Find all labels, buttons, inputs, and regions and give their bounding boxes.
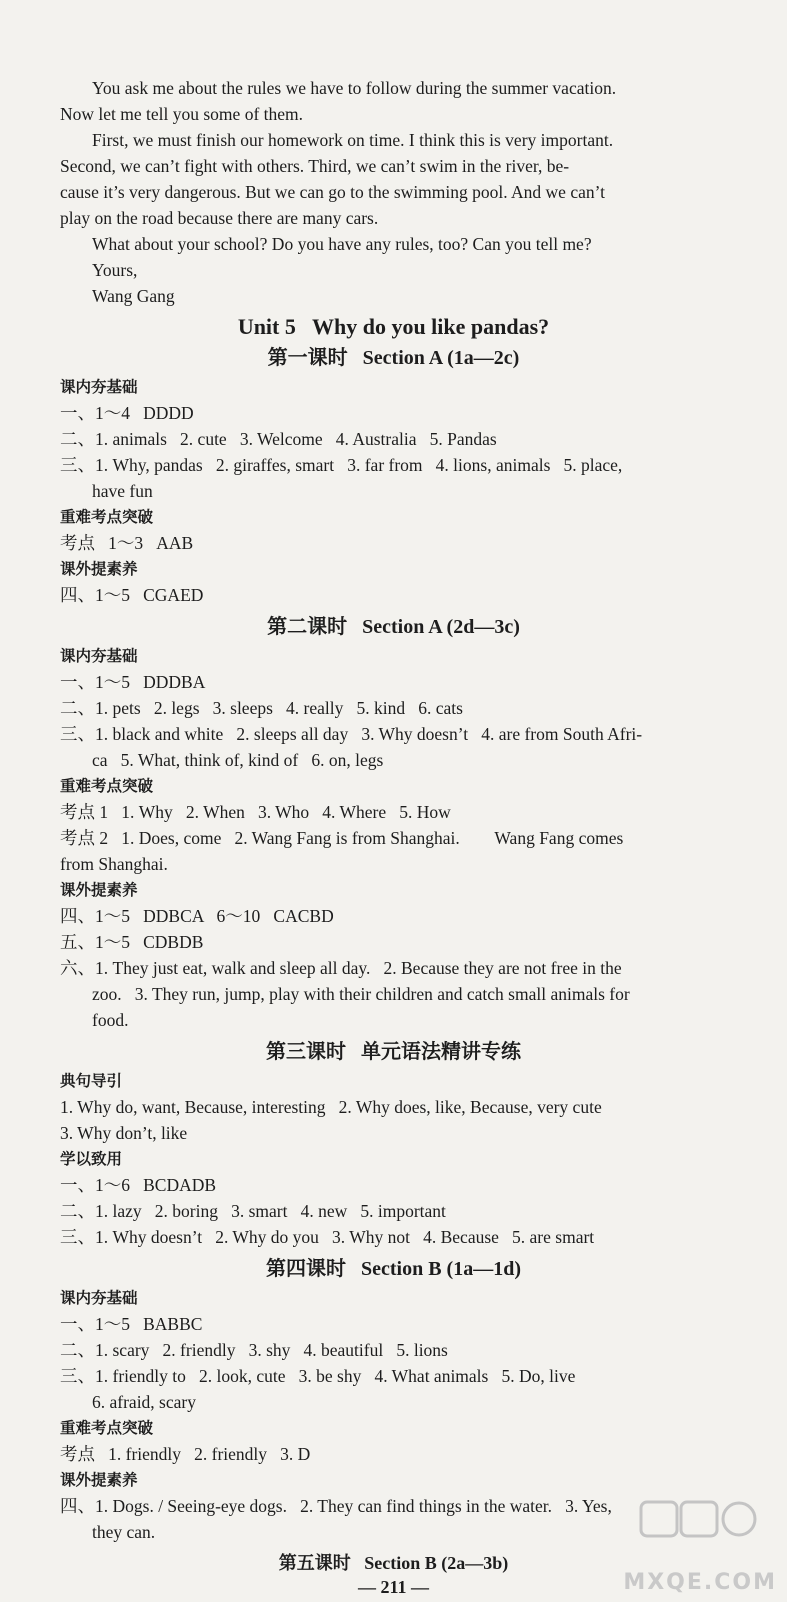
answer-line: 一、1～4 DDDD	[60, 403, 194, 423]
answer-line: 1. Why do, want, Because, interesting 2. Why does, like, Because, very cute	[60, 1097, 602, 1117]
section-label: 课外提素养	[60, 881, 138, 899]
answer-line: 三、1. Why doesn’t 2. Why do you 3. Why not 4. Because 5. are smart	[60, 1227, 595, 1247]
letter-line: First, we must finish our homework on time. I think this is very important.	[92, 130, 614, 150]
lesson-3-title: 第三课时 单元语法精讲专练	[266, 1041, 521, 1063]
answer-line: 四、1～5 DDBCA 6～10 CACBD	[60, 906, 334, 926]
lesson-4-title: 第四课时 Section B (1a—1d)	[266, 1258, 521, 1280]
section-label: 课内夯基础	[60, 1289, 138, 1307]
answer-line: 四、1～5 CGAED	[60, 585, 204, 605]
section-label: 课外提素养	[60, 1471, 138, 1489]
section-label: 典句导引	[60, 1072, 123, 1090]
unit-title: Unit 5 Why do you like pandas?	[237, 314, 550, 339]
section-label: 课内夯基础	[60, 378, 138, 396]
section-label: 学以致用	[60, 1150, 123, 1168]
answer-line: 二、1. pets 2. legs 3. sleeps 4. really 5. kind 6. cats	[60, 698, 463, 718]
letter-line: cause it’s very dangerous. But we can go to the swimming pool. And we can’t	[60, 182, 605, 202]
answer-line: 考点 1 1. Why 2. When 3. Who 4. Where 5. How	[60, 802, 451, 822]
page-number: — 211 —	[357, 1577, 429, 1597]
answer-line: 三、1. black and white 2. sleeps all day 3. Why doesn’t 4. are from South Afri-	[60, 724, 643, 744]
letter-line: You ask me about the rules we have to follow during the summer vacation.	[92, 78, 617, 98]
answer-line: from Shanghai.	[60, 854, 168, 874]
answer-line: 二、1. scary 2. friendly 3. shy 4. beautiful 5. lions	[60, 1340, 448, 1360]
answer-line: food.	[92, 1010, 129, 1030]
answer-line: 3. Why don’t, like	[60, 1123, 188, 1143]
answer-line: 6. afraid, scary	[92, 1392, 196, 1412]
answer-line: 五、1～5 CDBDB	[60, 932, 204, 952]
answer-line: 三、1. friendly to 2. look, cute 3. be shy 4. What animals 5. Do, live	[60, 1366, 576, 1386]
letter-line: play on the road because there are many cars.	[60, 208, 379, 228]
section-label: 重难考点突破	[60, 777, 154, 795]
answer-line: 考点 1. friendly 2. friendly 3. D	[60, 1444, 311, 1464]
answer-line: 六、1. They just eat, walk and sleep all day. 2. Because they are not free in the	[60, 958, 622, 978]
section-label: 重难考点突破	[60, 508, 154, 526]
answer-line: 三、1. Why, pandas 2. giraffes, smart 3. far from 4. lions, animals 5. place,	[60, 455, 623, 475]
letter-line: Second, we can’t fight with others. Third, we can’t swim in the river, be-	[60, 156, 570, 176]
letter-line: Now let me tell you some of them.	[60, 104, 304, 124]
answer-line: 二、1. lazy 2. boring 3. smart 4. new 5. important	[60, 1201, 446, 1221]
letter-signature: Wang Gang	[92, 286, 175, 306]
section-label: 课内夯基础	[60, 647, 138, 665]
watermark-text: MXQE.COM	[623, 1570, 777, 1595]
section-label: 重难考点突破	[60, 1419, 154, 1437]
answer-line: they can.	[92, 1522, 156, 1542]
answer-line: 一、1～5 DDDBA	[60, 672, 206, 692]
watermark-logo-icon	[639, 1500, 759, 1538]
letter-line: What about your school? Do you have any rules, too? Can you tell me?	[92, 234, 592, 254]
answer-line: 四、1. Dogs. / Seeing-eye dogs. 2. They can find things in the water. 3. Yes,	[60, 1496, 612, 1516]
answer-line: zoo. 3. They run, jump, play with their children and catch small animals for	[92, 984, 630, 1004]
answer-line: 一、1～6 BCDADB	[60, 1175, 217, 1195]
lesson-2-title: 第二课时 Section A (2d—3c)	[267, 616, 520, 638]
lesson-1-title: 第一课时 Section A (1a—2c)	[267, 347, 520, 369]
lesson-5-title: 第五课时 Section B (2a—3b)	[278, 1553, 509, 1573]
answer-line: have fun	[92, 481, 153, 501]
answer-line: 考点 2 1. Does, come 2. Wang Fang is from Shanghai. Wang Fang comes	[60, 828, 624, 848]
answer-line: 一、1～5 BABBC	[60, 1314, 203, 1334]
answer-line: 二、1. animals 2. cute 3. Welcome 4. Australia 5. Pandas	[60, 429, 497, 449]
letter-line: Yours,	[92, 260, 138, 280]
answer-line: 考点 1～3 AAB	[60, 533, 194, 553]
answer-line: ca 5. What, think of, kind of 6. on, legs	[92, 750, 384, 770]
section-label: 课外提素养	[60, 560, 138, 578]
